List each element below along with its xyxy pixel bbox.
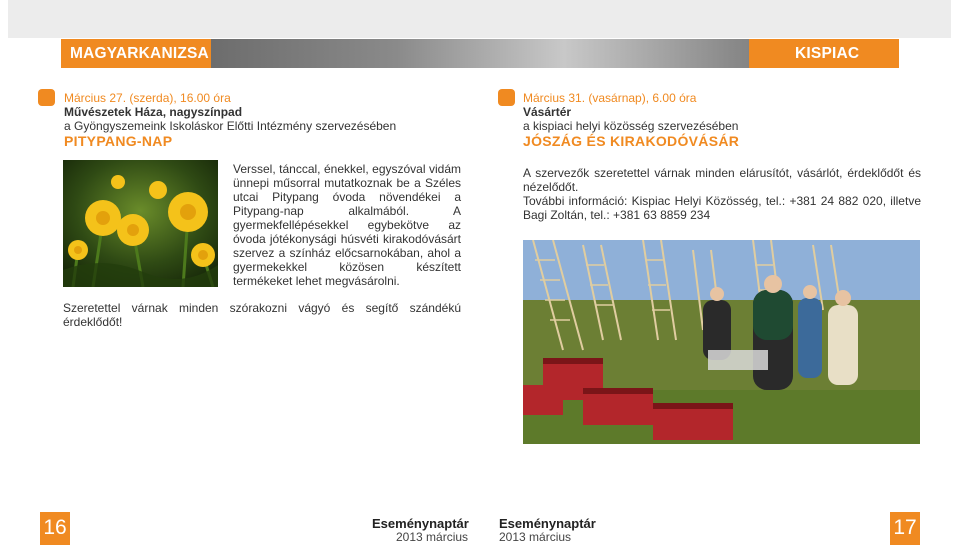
right-footer-title: Eseménynaptár [499,516,596,531]
right-event-header [523,91,923,148]
left-bullet-icon [38,89,55,106]
left-footer-subtitle: 2013 március [396,530,469,544]
top-strip-edge-left [0,0,8,38]
market-image [523,240,920,444]
left-footer-title: Eseménynaptár [372,516,469,531]
header-left-title: MAGYARKANIZSA [61,39,211,68]
left-event-venue: Művészetek Háza, nagyszínpad [64,105,243,119]
left-event-closing: Szeretettel várnak minden szórakozni vágyó és segítő szándékú érdeklődőt! [63,301,461,329]
right-footer-subtitle: 2013 március [499,530,572,544]
left-event-header [64,91,464,148]
left-event-title: PITYPANG-NAP [64,133,173,149]
right-event-title: JÓSZÁG ÉS KIRAKODÓVÁSÁR [523,133,740,149]
left-page-number: 16 [40,512,70,545]
top-strip [0,0,959,38]
left-event-date: Március 27. (szerda), 16.00 óra [64,91,231,105]
dandelion-photo [63,160,218,287]
right-page-number: 17 [890,512,920,545]
right-bullet-icon [498,89,515,106]
header-right-title: KISPIAC [749,39,899,68]
right-event-organizer: a kispiaci helyi közösség szervezésében [523,119,739,133]
right-event-description: A szervezők szeretettel várnak minden elárusítót, vásárlót, érdeklődőt és nézelődőt. [523,166,921,194]
left-event-description: Verssel, tánccal, énekkel, egyszóval vidám ünnepi műsorral mutatkoznak be a Széles utcai Pitypang óvoda növendékei a Pitypang-nap alkalmából. A gyermekfellépésekkel egybekötve az óvoda jótékonysági húsvéti kirakodóvásárt szervez a színház előcsarnokában, ahol a gyermekekkel közösen készített termékeket lehet megvásárolni. [233,162,461,288]
right-event-info: További információ: Kispiac Helyi Közösség, tel.: +381 24 882 020, illetve Bagi Zoltán, tel.: +381 63 8859 234 [523,194,921,222]
market-photo [523,240,920,444]
right-event-date: Március 31. (vasárnap), 6.00 óra [523,91,697,105]
dandelion-image [63,160,218,287]
left-event-organizer: a Gyöngyszemeink Iskoláskor Előtti Intézmény szervezésében [64,119,397,133]
top-strip-edge-right [951,0,959,38]
right-event-venue: Vásártér [523,105,572,119]
